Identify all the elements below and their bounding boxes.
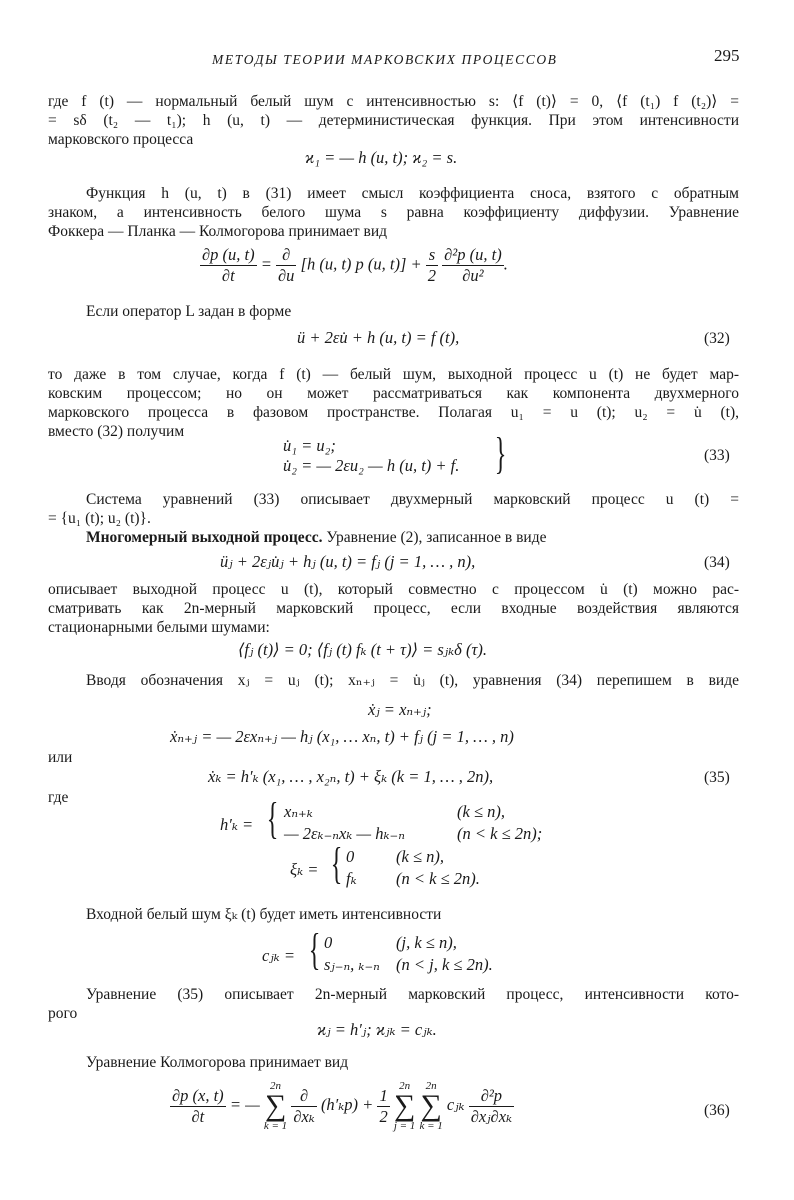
equation-correlation: ⟨fⱼ (t)⟩ = 0; ⟨fⱼ (t) fₖ (t + τ)⟩ = sⱼₖδ (τ). — [238, 640, 487, 659]
equation-number: (32) — [704, 330, 730, 347]
text-line: стационарными белыми шумами: — [48, 619, 270, 636]
fraction: $\frac{s}{2}$ — [427, 245, 437, 285]
equation-c-lhs: cⱼₖ = — [262, 946, 295, 965]
equation-33-line-1: u̇₁ = u₂; — [283, 436, 336, 455]
equation-number: (33) — [704, 447, 730, 464]
text-line: знаком, а интенсивность белого шума s равна коэффициенту диффузии. Уравнение — [48, 204, 739, 221]
h-case-1: xₙ₊ₖ — [284, 802, 313, 821]
text-line: Система уравнений (33) описывает двухмерный марковский процесс u (t) = — [86, 491, 739, 508]
c-condition-1: (j, k ≤ n), — [396, 933, 457, 952]
fraction: $\frac{\text{∂²p}}{\text{∂xⱼ∂xₖ}}$ — [470, 1085, 513, 1126]
text-line: = {u₁ (t); u₂ (t)}. — [48, 510, 151, 527]
text-line: вместо (32) получим — [48, 423, 185, 440]
left-brace: { — [330, 839, 343, 888]
equation-32: ü + 2εu̇ + h (u, t) = f (t), — [297, 328, 460, 347]
text-line: марковского процесса — [48, 131, 194, 148]
xi-case-1: 0 — [346, 847, 355, 866]
text-line: где f (t) — нормальный белый шум с интенсивностью s: ⟨f (t)⟩ = 0, ⟨f (t₁) f (t₂)⟩ = — [48, 93, 739, 110]
text-line: или — [48, 749, 73, 766]
running-title: МЕТОДЫ ТЕОРИИ МАРКОВСКИХ ПРОЦЕССОВ — [212, 52, 558, 67]
text-line: Если оператор L задан в форме — [86, 303, 292, 320]
equation-fokker-planck: $\frac{\partial p (u, t)}{\partial t}$ = $\frac{\partial}{\partial u}$ [h (u, t) p (u, t)] + $\frac{s}{2}$ $\frac{\text{∂²p (u, t)}}{\text{∂u²}}$ . — [202, 245, 508, 285]
h-case-2: — 2εₖ₋ₙxₖ — hₖ₋ₙ — [284, 824, 405, 843]
text-line: Многомерный выходной процесс. Уравнение (2), записанное в виде — [86, 529, 547, 546]
text-line: где — [48, 789, 69, 806]
equation-34: üⱼ + 2εⱼu̇ⱼ + hⱼ (u, t) = fⱼ (j = 1, … , n), — [220, 552, 476, 571]
text-line: Функция h (u, t) в (31) имеет смысл коэффициента сноса, взятого с обратным — [86, 185, 739, 202]
text-line: Фоккера — Планка — Колмогорова принимает вид — [48, 223, 387, 240]
equation-number: (34) — [704, 554, 730, 571]
sum-symbol: 2n ∑ k = 1 — [263, 1080, 288, 1132]
text-line: Входной белый шум ξₖ (t) будет иметь интенсивности — [86, 906, 442, 923]
fraction: $\frac{\partial}{\partial u}$ — [278, 245, 295, 285]
c-condition-2: (n < j, k ≤ 2n). — [396, 955, 493, 974]
xi-case-2: fₖ — [346, 869, 357, 888]
h-condition-2: (n < k ≤ 2n); — [457, 824, 543, 843]
left-brace: { — [308, 925, 321, 974]
fraction: $\frac{1}{2}$ — [379, 1085, 388, 1126]
equation-xi-lhs: ξₖ = — [290, 860, 319, 879]
fraction: $\frac{\partial p (u, t)}{\partial t}$ — [202, 245, 255, 285]
text-line: сматривать как 2n-мерный марковский процесс, если входные воздействия являются — [48, 600, 739, 617]
c-case-2: sⱼ₋ₙ, ₖ₋ₙ — [324, 955, 380, 974]
text-line: = sδ (t₂ — t₁); h (u, t) — детерминистическая функция. При этом интенсивности — [48, 112, 739, 129]
sum-symbol: 2n ∑ k = 1 — [419, 1080, 443, 1132]
equation-number: (35) — [704, 769, 730, 786]
text-line: рого — [48, 1005, 78, 1022]
equation-35: ẋₖ = h′ₖ (x₁, … , x₂ₙ, t) + ξₖ (k = 1, … , 2n), — [208, 767, 494, 786]
text-line: Вводя обозначения xⱼ = uⱼ (t); xₙ₊ⱼ = u̇ⱼ (t), уравнения (34) перепишем в виде — [86, 672, 739, 689]
section-run-in-title: Многомерный выходной процесс. — [86, 529, 323, 546]
equation-x-2: ẋₙ₊ⱼ = — 2εxₙ₊ⱼ — hⱼ (x₁, … xₙ, t) + fⱼ (j = 1, … , n) — [170, 727, 514, 746]
right-brace: } — [494, 429, 507, 478]
fraction: $\frac{\text{∂²p (u, t)}}{\text{∂u²}}$ — [444, 245, 502, 285]
c-case-1: 0 — [324, 933, 333, 952]
equation-x-1: ẋⱼ = xₙ₊ⱼ; — [368, 700, 432, 719]
equation-33-line-2: u̇₂ = — 2εu₂ — h (u, t) + f. — [283, 456, 460, 475]
text-line: марковского процесса в фазовом пространстве. Полагая u₁ = u (t); u₂ = u̇ (t), — [48, 404, 739, 421]
left-brace: { — [266, 794, 279, 843]
equation-36: $\frac{\partial p (x, t)}{\partial t}$ = — 2n ∑ k = 1 $\frac{\partial}{\text{∂xₖ}}$ (h′ₖp) + $\frac{1}{2}$ 2n ∑ j = 1 2n ∑ k = 1 cⱼₖ $\frac{\text{∂²p}}{\text{∂xⱼ∂xₖ}}$ — [172, 1080, 513, 1132]
text-line: Уравнение (35) описывает 2n-мерный марковский процесс, интенсивности кото- — [86, 986, 739, 1003]
h-condition-1: (k ≤ n), — [457, 802, 505, 821]
xi-condition-2: (n < k ≤ 2n). — [396, 869, 480, 888]
fraction: $\frac{\partial}{\text{∂xₖ}}$ — [293, 1085, 315, 1126]
sum-symbol: 2n ∑ j = 1 — [393, 1080, 416, 1132]
text-line: то даже в том случае, когда f (t) — белый шум, выходной процесс u (t) не будет мар- — [48, 366, 739, 383]
equation-kappa-2: ϰⱼ = h′ⱼ; ϰⱼₖ = cⱼₖ. — [317, 1020, 437, 1039]
page-number: 295 — [714, 46, 740, 65]
xi-condition-1: (k ≤ n), — [396, 847, 444, 866]
equation-kappa: ϰ₁ = — h (u, t); ϰ₂ = s. — [305, 148, 458, 167]
text-line: описывает выходной процесс u (t), который совместно с процессом u̇ (t) можно рас- — [48, 581, 739, 598]
text-line: ковским процессом; но он может рассматриваться как компонента двухмерного — [48, 385, 739, 402]
equation-h-prime-lhs: h′ₖ = — [220, 815, 254, 834]
fraction: $\frac{\partial p (x, t)}{\partial t}$ — [172, 1085, 224, 1126]
text-line: Уравнение Колмогорова принимает вид — [86, 1054, 349, 1071]
equation-number: (36) — [704, 1102, 730, 1119]
